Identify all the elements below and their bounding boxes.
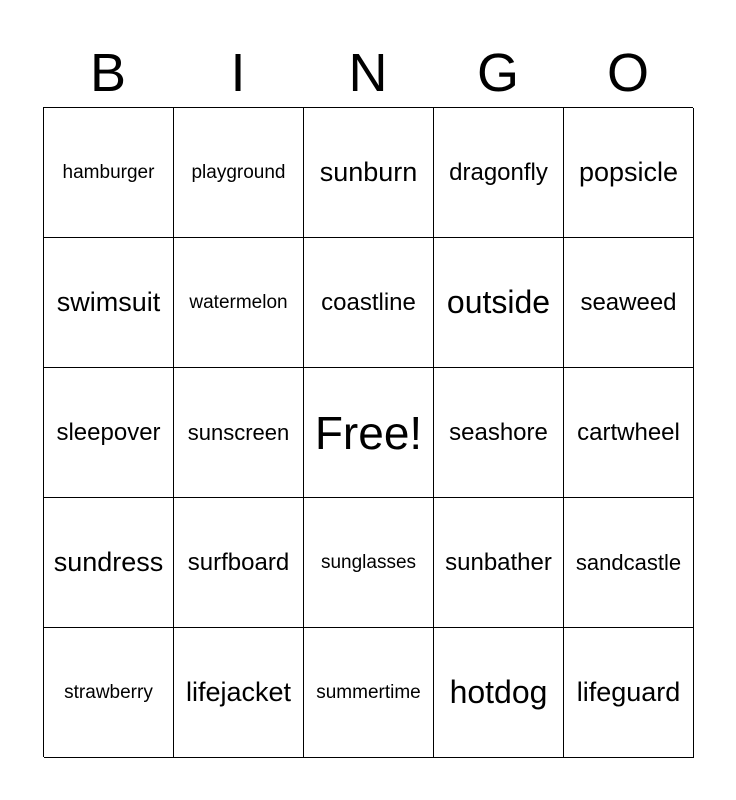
bingo-cell: sleepover	[44, 368, 174, 498]
bingo-cell: lifeguard	[564, 628, 694, 758]
bingo-cell: strawberry	[44, 628, 174, 758]
bingo-cell: hamburger	[44, 108, 174, 238]
bingo-cell: seaweed	[564, 238, 694, 368]
bingo-cell: sunscreen	[174, 368, 304, 498]
bingo-cell: outside	[434, 238, 564, 368]
bingo-cell: hotdog	[434, 628, 564, 758]
bingo-cell: sunbather	[434, 498, 564, 628]
bingo-cell: dragonfly	[434, 108, 564, 238]
bingo-cell: sunglasses	[304, 498, 434, 628]
bingo-cell: coastline	[304, 238, 434, 368]
free-space-cell: Free!	[304, 368, 434, 498]
header-letter-i: I	[230, 43, 246, 103]
header-letter-o: O	[606, 43, 649, 103]
bingo-cell: sunburn	[304, 108, 434, 238]
bingo-cell: playground	[174, 108, 304, 238]
bingo-cell: summertime	[304, 628, 434, 758]
bingo-cell: watermelon	[174, 238, 304, 368]
bingo-cell: sundress	[44, 498, 174, 628]
bingo-cell: surfboard	[174, 498, 304, 628]
bingo-cell: seashore	[434, 368, 564, 498]
bingo-board	[43, 107, 693, 757]
bingo-cell: swimsuit	[44, 238, 174, 368]
bingo-cell: cartwheel	[564, 368, 694, 498]
bingo-cell: sandcastle	[564, 498, 694, 628]
header-letter-n: N	[348, 43, 388, 103]
header-letter-g: G	[476, 43, 519, 103]
header-letter-b: B	[89, 43, 127, 103]
bingo-cell: lifejacket	[174, 628, 304, 758]
bingo-cell: popsicle	[564, 108, 694, 238]
bingo-header	[43, 40, 693, 106]
